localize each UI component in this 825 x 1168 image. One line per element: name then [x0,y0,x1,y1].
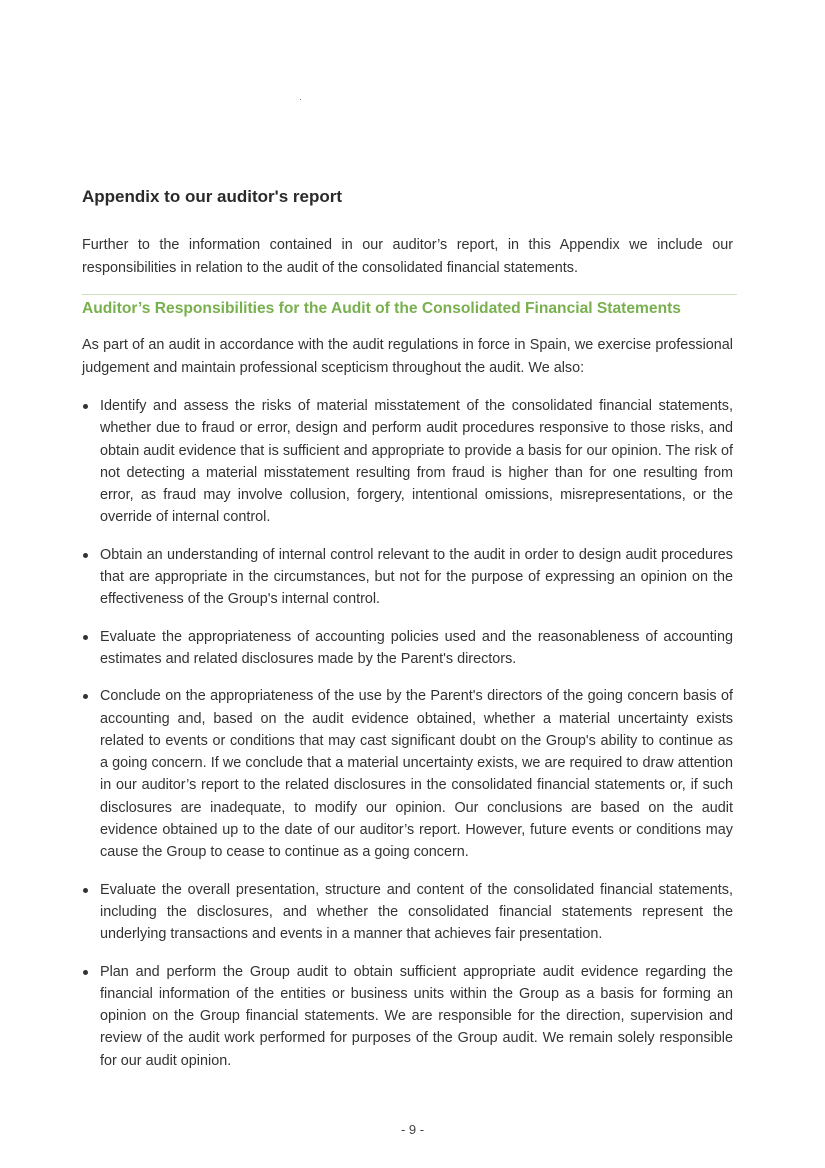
section-intro-paragraph: As part of an audit in accordance with the audit regulations in force in Spain, we exercise professional judgement and maintain professional scepticism throughout the audit. We also: [82,337,733,376]
list-item [82,685,733,863]
list-item-text: Evaluate the overall presentation, structure and content of the consolidated financial statements, including the disclosures, and whether the consolidated financial statements represent the underlying transactions and events in a manner that achieves fair presentation. [100,881,733,943]
bullet-icon [83,404,88,409]
page-number: - 9 - [400,1122,425,1137]
bullet-icon [83,553,88,558]
scan-speck [300,99,301,100]
list-item [82,395,733,529]
list-item-text: Identify and assess the risks of material misstatement of the consolidated financial statements, whether due to fraud or error, design and perform audit procedures responsive to those risks, and obtain audit evidence that is sufficient and appropriate to provide a basis for our opinion. The risk of not detecting a material misstatement resulting from fraud is higher than for one resulting from error, as fraud may involve collusion, forgery, intentional omissions, misrepresentations, or the override of internal control. [100,398,733,526]
bullet-icon [83,970,88,975]
list-item [82,961,733,1072]
bullet-icon [83,888,88,893]
list-item [82,879,733,946]
list-item-text: Conclude on the appropriateness of the use by the Parent's directors of the going concern basis of accounting and, based on the audit evidence obtained, whether a material uncertainty exists related to events or conditions that may cast significant doubt on the Group's ability to continue as a going concern. If we conclude that a material uncertainty exists, we are required to draw attention in our auditor’s report to the related disclosures in the consolidated financial statements or, if such disclosures are inadequate, to modify our opinion. Our conclusions are based on the audit evidence obtained up to the date of our auditor’s report. However, future events or conditions may cause the Group to cease to continue as a going concern. [100,688,733,861]
list-item-text: Plan and perform the Group audit to obtain sufficient appropriate audit evidence regarding the financial information of the entities or business units within the Group as a basis for forming an opinion on the Group financial statements. We are responsible for the direction, supervision and review of the audit work performed for purposes of the Group audit. We remain solely responsible for our audit opinion. [100,963,733,1069]
bullet-icon [83,694,88,699]
page-title: Appendix to our auditor's report [82,187,342,206]
list-item [82,544,733,611]
intro-paragraph: Further to the information contained in our auditor’s report, in this Appendix we include our responsibilities in relation to the audit of the consolidated financial statements. [82,237,733,276]
section-heading: Auditor’s Responsibilities for the Audit of the Consolidated Financial Statements [82,294,737,320]
list-item [82,626,733,671]
bullet-icon [83,635,88,640]
responsibilities-list [82,395,733,1072]
list-item-text: Obtain an understanding of internal control relevant to the audit in order to design audit procedures that are appropriate in the circumstances, but not for the purpose of expressing an opinion on the effectiveness of the Group's internal control. [100,546,733,608]
list-item-text: Evaluate the appropriateness of accounting policies used and the reasonableness of accounting estimates and related disclosures made by the Parent's directors. [100,628,733,667]
page-content [82,186,733,1087]
